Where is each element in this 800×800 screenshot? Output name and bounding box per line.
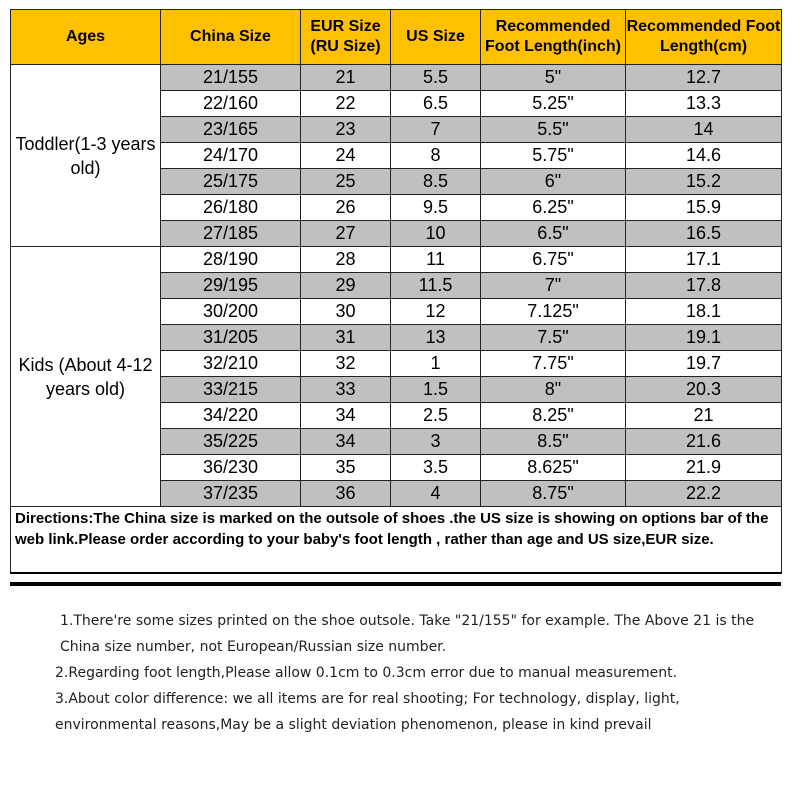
cell-foot-length-inch: 7"	[481, 273, 626, 299]
cell-us-size: 12	[391, 299, 481, 325]
cell-china-size: 32/210	[161, 351, 301, 377]
cell-us-size: 3.5	[391, 455, 481, 481]
cell-china-size: 25/175	[161, 169, 301, 195]
header-foot-length-cm: Recommended Foot Length(cm)	[626, 10, 782, 65]
cell-foot-length-inch: 6"	[481, 169, 626, 195]
cell-foot-length-cm: 16.5	[626, 221, 782, 247]
cell-china-size: 36/230	[161, 455, 301, 481]
cell-foot-length-inch: 7.75"	[481, 351, 626, 377]
cell-eur-size: 23	[301, 117, 391, 143]
cell-us-size: 8.5	[391, 169, 481, 195]
cell-china-size: 26/180	[161, 195, 301, 221]
cell-china-size: 27/185	[161, 221, 301, 247]
cell-eur-size: 34	[301, 403, 391, 429]
cell-foot-length-cm: 15.9	[626, 195, 782, 221]
cell-eur-size: 28	[301, 247, 391, 273]
cell-us-size: 5.5	[391, 65, 481, 91]
directions-text: Directions:The China size is marked on the outsole of shoes .the US size is showing on options bar of the web link.Please order according to your baby's foot length , rather than age and US size,EUR size.	[11, 507, 782, 574]
cell-china-size: 22/160	[161, 91, 301, 117]
note-3: 3.About color difference: we all items are for real shooting; For technology, display, light, environmental reasons,May be a slight deviation phenomenon, please in kind prevail	[55, 691, 680, 733]
cell-us-size: 13	[391, 325, 481, 351]
directions-row	[11, 507, 782, 574]
cell-foot-length-inch: 8.625"	[481, 455, 626, 481]
header-row	[11, 10, 782, 65]
cell-us-size: 1	[391, 351, 481, 377]
cell-us-size: 1.5	[391, 377, 481, 403]
header-ages: Ages	[11, 10, 161, 65]
size-chart-table	[10, 9, 782, 574]
age-group-toddler: Toddler(1-3 years old)	[11, 65, 161, 247]
size-rows	[11, 65, 782, 507]
cell-foot-length-inch: 8.75"	[481, 481, 626, 507]
cell-us-size: 11	[391, 247, 481, 273]
header-foot-length-inch: Recommended Foot Length(inch)	[481, 10, 626, 65]
cell-us-size: 9.5	[391, 195, 481, 221]
cell-foot-length-cm: 19.7	[626, 351, 782, 377]
cell-china-size: 33/215	[161, 377, 301, 403]
notes-section	[55, 608, 775, 738]
cell-eur-size: 25	[301, 169, 391, 195]
cell-foot-length-inch: 6.25"	[481, 195, 626, 221]
cell-foot-length-cm: 14	[626, 117, 782, 143]
cell-eur-size: 30	[301, 299, 391, 325]
cell-foot-length-cm: 18.1	[626, 299, 782, 325]
cell-foot-length-cm: 19.1	[626, 325, 782, 351]
cell-foot-length-inch: 5.5"	[481, 117, 626, 143]
cell-china-size: 24/170	[161, 143, 301, 169]
cell-us-size: 10	[391, 221, 481, 247]
cell-eur-size: 22	[301, 91, 391, 117]
cell-foot-length-cm: 14.6	[626, 143, 782, 169]
cell-eur-size: 35	[301, 455, 391, 481]
note-1: 1.There're some sizes printed on the shoe outsole. Take "21/155" for example. The Above 21 is the China size number, not European/Russian size number.	[60, 613, 755, 655]
divider-bar	[10, 582, 781, 586]
age-group-kids: Kids (About 4-12 years old)	[11, 247, 161, 507]
cell-china-size: 34/220	[161, 403, 301, 429]
cell-foot-length-cm: 21.9	[626, 455, 782, 481]
cell-eur-size: 32	[301, 351, 391, 377]
cell-us-size: 7	[391, 117, 481, 143]
cell-china-size: 23/165	[161, 117, 301, 143]
cell-foot-length-cm: 15.2	[626, 169, 782, 195]
cell-us-size: 3	[391, 429, 481, 455]
cell-foot-length-inch: 8"	[481, 377, 626, 403]
cell-eur-size: 24	[301, 143, 391, 169]
cell-us-size: 8	[391, 143, 481, 169]
cell-china-size: 35/225	[161, 429, 301, 455]
cell-china-size: 29/195	[161, 273, 301, 299]
note-2: 2.Regarding foot length,Please allow 0.1cm to 0.3cm error due to manual measurement.	[55, 665, 678, 681]
cell-us-size: 4	[391, 481, 481, 507]
cell-foot-length-cm: 20.3	[626, 377, 782, 403]
cell-foot-length-inch: 5"	[481, 65, 626, 91]
table-row	[11, 247, 782, 273]
cell-foot-length-inch: 6.5"	[481, 221, 626, 247]
cell-foot-length-cm: 17.8	[626, 273, 782, 299]
cell-china-size: 21/155	[161, 65, 301, 91]
header-china-size: China Size	[161, 10, 301, 65]
cell-foot-length-cm: 17.1	[626, 247, 782, 273]
cell-eur-size: 27	[301, 221, 391, 247]
cell-foot-length-cm: 21.6	[626, 429, 782, 455]
header-eur-size: EUR Size (RU Size)	[301, 10, 391, 65]
cell-eur-size: 31	[301, 325, 391, 351]
cell-foot-length-inch: 6.75"	[481, 247, 626, 273]
cell-foot-length-inch: 7.5"	[481, 325, 626, 351]
cell-foot-length-inch: 8.25"	[481, 403, 626, 429]
cell-us-size: 2.5	[391, 403, 481, 429]
table-row	[11, 65, 782, 91]
cell-eur-size: 26	[301, 195, 391, 221]
cell-foot-length-inch: 8.5"	[481, 429, 626, 455]
cell-eur-size: 33	[301, 377, 391, 403]
cell-foot-length-inch: 5.25"	[481, 91, 626, 117]
cell-china-size: 30/200	[161, 299, 301, 325]
cell-eur-size: 34	[301, 429, 391, 455]
cell-foot-length-cm: 12.7	[626, 65, 782, 91]
cell-foot-length-inch: 7.125"	[481, 299, 626, 325]
cell-eur-size: 29	[301, 273, 391, 299]
cell-foot-length-cm: 21	[626, 403, 782, 429]
cell-eur-size: 21	[301, 65, 391, 91]
cell-us-size: 6.5	[391, 91, 481, 117]
cell-eur-size: 36	[301, 481, 391, 507]
cell-foot-length-inch: 5.75"	[481, 143, 626, 169]
header-us-size: US Size	[391, 10, 481, 65]
cell-china-size: 31/205	[161, 325, 301, 351]
cell-china-size: 28/190	[161, 247, 301, 273]
cell-foot-length-cm: 13.3	[626, 91, 782, 117]
cell-china-size: 37/235	[161, 481, 301, 507]
cell-foot-length-cm: 22.2	[626, 481, 782, 507]
cell-us-size: 11.5	[391, 273, 481, 299]
